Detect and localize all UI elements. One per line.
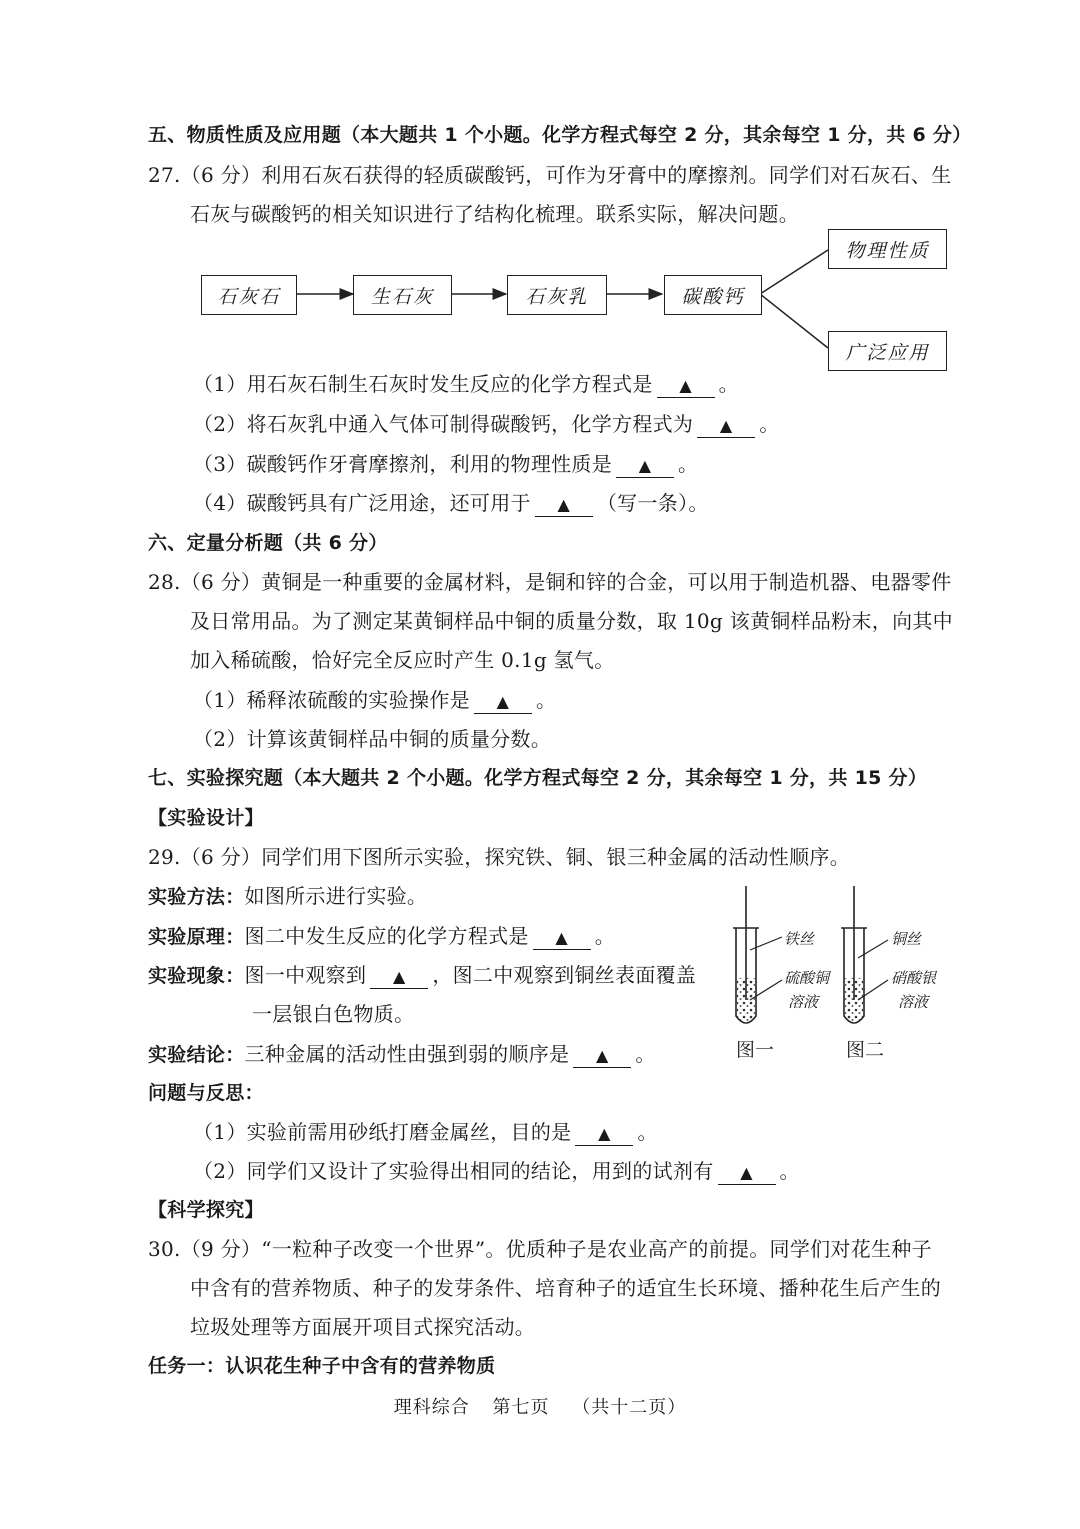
phenomenon-text: 图一中观察到 xyxy=(244,963,367,987)
label-solution-2: 溶液 xyxy=(898,993,929,1011)
caption-figure-2: 图二 xyxy=(846,1039,885,1061)
q28-sub1-end: 。 xyxy=(535,688,557,712)
caption-figure-1: 图一 xyxy=(736,1039,775,1061)
q27-sub1-text: （1）用石灰石制生石灰时发生反应的化学方程式是 xyxy=(193,372,653,396)
q27-sub2-end: 。 xyxy=(759,412,780,436)
reflect-sub2-end: 。 xyxy=(779,1159,800,1183)
q30-line1: 30.（9 分）“一粒种子改变一个世界”。优质种子是农业高产的前提。同学们对花生种子 xyxy=(148,1237,932,1261)
test-tube-1 xyxy=(733,886,782,1023)
q28-line3: 加入稀硫酸，恰好完全反应时产生 0.1g 氢气。 xyxy=(190,648,615,672)
page-footer xyxy=(0,1393,1080,1419)
q28-sub2: （2）计算该黄铜样品中铜的质量分数。 xyxy=(193,727,552,751)
blank-mark: ▲ xyxy=(719,416,733,435)
q29-phenomenon-line2: 一层银白色物质。 xyxy=(252,1002,415,1026)
blank-mark: ▲ xyxy=(496,692,510,711)
label-copper-wire: 铜丝 xyxy=(891,930,922,948)
box-wide-applications: 广泛应用 xyxy=(828,331,947,371)
label-silver-nitrate: 硝酸银 xyxy=(891,969,937,987)
reflect-sub1-text: （1）实验前需用砂纸打磨金属丝，目的是 xyxy=(193,1120,572,1144)
blank-mark: ▲ xyxy=(740,1163,753,1182)
box-limestone: 石灰石 xyxy=(201,275,297,315)
box-quicklime: 生石灰 xyxy=(353,275,452,315)
design-heading: 【实验设计】 xyxy=(148,807,264,829)
task1-heading: 任务一：认识花生种子中含有的营养物质 xyxy=(148,1355,496,1377)
phenomenon-label: 实验现象： xyxy=(148,965,245,987)
principle-text: 图二中发生反应的化学方程式是 xyxy=(244,924,529,948)
blank-mark: ▲ xyxy=(638,456,652,475)
section7-heading: 七、实验探究题（本大题共 2 个小题。化学方程式每空 2 分，其余每空 1 分，共 15 分） xyxy=(148,767,928,789)
box-calcium-carbonate: 碳酸钙 xyxy=(664,275,762,315)
q27-sub4-text: （4）碳酸钙具有广泛用途，还可用于 xyxy=(193,491,531,515)
q27-sub3-end: 。 xyxy=(678,452,699,476)
blank-mark: ▲ xyxy=(557,495,571,514)
reflect-heading: 问题与反思： xyxy=(148,1082,264,1104)
footer-page: 第七页 xyxy=(492,1397,550,1418)
section5-heading: 五、物质性质及应用题（本大题共 1 个小题。化学方程式每空 2 分，其余每空 1 分，共 6 分） xyxy=(148,124,972,146)
box-physical-properties: 物理性质 xyxy=(828,229,947,269)
q28-sub1-text: （1）稀释浓硫酸的实验操作是 xyxy=(193,688,470,712)
box-lime-milk: 石灰乳 xyxy=(507,275,607,315)
label-iron-wire: 铁丝 xyxy=(784,930,815,948)
q27-sub2-text: （2）将石灰乳中通入气体可制得碳酸钙，化学方程式为 xyxy=(193,412,694,436)
q27-sub3-text: （3）碳酸钙作牙膏摩擦剂，利用的物理性质是 xyxy=(193,452,613,476)
blank-mark: ▲ xyxy=(598,1124,611,1143)
reflect-sub2-text: （2）同学们又设计了实验得出相同的结论，用到的试剂有 xyxy=(193,1159,714,1183)
label-solution-1: 溶液 xyxy=(788,993,819,1011)
method-text: 如图所示进行实验。 xyxy=(244,884,428,908)
q28-line2: 及日常用品。为了测定某黄铜样品中铜的质量分数，取 10g 该黄铜样品粉末，向其中 xyxy=(190,609,953,633)
blank-mark: ▲ xyxy=(679,376,692,395)
conclusion-label: 实验结论： xyxy=(148,1044,245,1066)
q29-line1: 29.（6 分）同学们用下图所示实验，探究铁、铜、银三种金属的活动性顺序。 xyxy=(148,845,850,869)
blank-mark: ▲ xyxy=(596,1046,609,1065)
q27-line1: 27.（6 分）利用石灰石获得的轻质碳酸钙，可作为牙膏中的摩擦剂。同学们对石灰石、生 xyxy=(148,163,952,187)
test-tube-2 xyxy=(841,886,888,1023)
q28-line1: 28.（6 分）黄铜是一种重要的金属材料，是铜和锌的合金，可以用于制造机器、电器零件 xyxy=(148,570,952,594)
conclusion-text: 三种金属的活动性由强到弱的顺序是 xyxy=(244,1042,570,1066)
inquiry-heading: 【科学探究】 xyxy=(148,1199,264,1221)
method-label: 实验方法： xyxy=(148,886,245,908)
q30-line3: 垃圾处理等方面展开项目式探究活动。 xyxy=(190,1315,536,1339)
q27-sub1-end: 。 xyxy=(718,372,739,396)
principle-end: 。 xyxy=(594,924,616,948)
label-copper-sulfate: 硫酸铜 xyxy=(784,969,830,987)
q27-sub4-end: （写一条）。 xyxy=(596,491,709,515)
footer-subject: 理科综合 xyxy=(393,1397,470,1418)
section6-heading: 六、定量分析题（共 6 分） xyxy=(148,532,388,554)
principle-label: 实验原理： xyxy=(148,926,245,948)
reflect-sub1-end: 。 xyxy=(637,1120,658,1144)
q27-line2: 石灰与碳酸钙的相关知识进行了结构化梳理。联系实际，解决问题。 xyxy=(190,202,799,226)
conclusion-end: 。 xyxy=(635,1042,656,1066)
blank-mark: ▲ xyxy=(393,967,406,986)
blank-mark: ▲ xyxy=(555,928,569,947)
phenomenon-text-2: ，图二中观察到铜丝表面覆盖 xyxy=(432,963,697,987)
footer-total: （共十二页） xyxy=(572,1397,687,1418)
q30-line2: 中含有的营养物质、种子的发芽条件、培育种子的适宜生长环境、播种花生后产生的 xyxy=(190,1276,942,1300)
